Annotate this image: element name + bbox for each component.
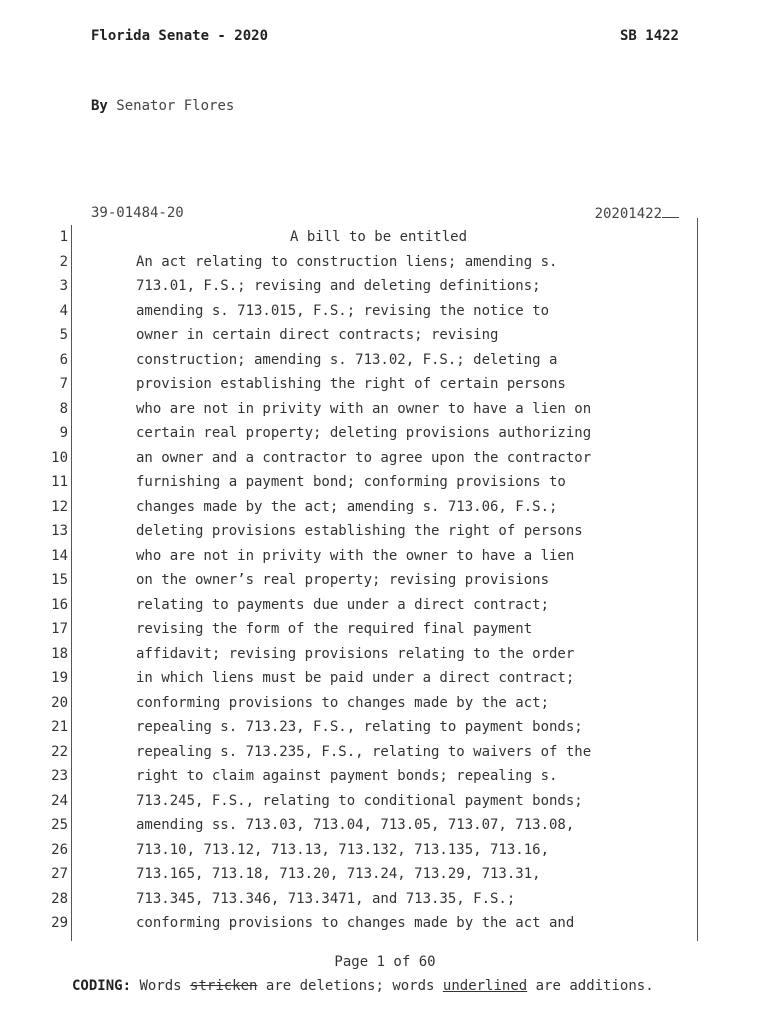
line-text: repealing s. 713.235, F.S., relating to waivers of the — [136, 743, 592, 760]
line-number: 8 — [59, 400, 68, 417]
line-text: repealing s. 713.23, F.S., relating to payment bonds; — [136, 719, 583, 735]
line-text: 713.165, 713.18, 713.20, 713.24, 713.29, 713.31, — [136, 866, 541, 882]
coding-words: Words — [131, 978, 191, 994]
bill-line — [0, 595, 770, 620]
line-text: revising the form of the required final payment — [136, 621, 533, 637]
bill-line — [0, 423, 770, 448]
line-number: 18 — [51, 645, 68, 662]
bill-code-text: 20201422 — [594, 206, 662, 222]
line-number: 24 — [51, 792, 68, 809]
line-text: 713.245, F.S., relating to conditional payment bonds; — [136, 792, 583, 809]
line-text: changes made by the act; amending s. 713.06, F.S.; — [136, 498, 558, 515]
coding-stricken: stricken — [190, 978, 258, 994]
line-number: 16 — [51, 596, 68, 613]
bill-text-lines — [0, 227, 770, 938]
line-number: 21 — [51, 719, 68, 735]
bill-line — [0, 889, 770, 914]
header-bill-number: SB 1422 — [619, 28, 679, 44]
line-number: 9 — [59, 425, 68, 441]
line-number: 27 — [51, 866, 68, 882]
line-text: owner in certain direct contracts; revising — [136, 327, 499, 343]
line-number: 4 — [59, 302, 68, 319]
bill-line — [0, 619, 770, 644]
bill-title: A bill to be entitled — [290, 229, 468, 245]
line-number: 6 — [59, 351, 68, 368]
coding-mid: are deletions; words — [257, 978, 443, 994]
drafting-code: 39-01484-20 — [91, 205, 184, 221]
coding-legend — [72, 978, 654, 994]
line-number: 17 — [51, 621, 68, 637]
line-text: in which liens must be paid under a direct contract; — [136, 670, 575, 686]
line-number: 2 — [59, 253, 68, 270]
line-text: 713.345, 713.346, 713.3471, and 713.35, F.S.; — [136, 890, 516, 907]
sponsor-line — [91, 98, 234, 114]
line-text: amending s. 713.015, F.S.; revising the notice to — [136, 302, 550, 319]
line-text: amending ss. 713.03, 713.04, 713.05, 713.07, 713.08, — [136, 817, 575, 833]
line-number: 19 — [51, 670, 68, 686]
line-number: 7 — [59, 376, 68, 392]
line-number: 1 — [59, 229, 68, 245]
line-text: relating to payments due under a direct contract; — [136, 596, 550, 613]
line-text: furnishing a payment bond; conforming provisions to — [136, 474, 566, 490]
line-text: provision establishing the right of certain persons — [136, 376, 566, 392]
line-text: an owner and a contractor to agree upon the contractor — [136, 449, 592, 466]
line-number: 11 — [51, 474, 68, 490]
bill-line — [0, 497, 770, 522]
bill-line — [0, 399, 770, 424]
bill-line — [0, 693, 770, 718]
bill-line — [0, 791, 770, 816]
line-number: 3 — [59, 278, 68, 294]
line-number: 13 — [51, 523, 68, 539]
sponsor-name: Senator Flores — [116, 98, 235, 114]
line-number: 23 — [51, 768, 68, 784]
bill-line — [0, 546, 770, 571]
bill-line — [0, 252, 770, 277]
line-number: 25 — [51, 817, 68, 833]
page-number: Page 1 of 60 — [334, 954, 436, 970]
coding-underlined: underlined — [442, 978, 528, 994]
bill-line — [0, 644, 770, 669]
line-number: 14 — [51, 547, 68, 564]
bill-line — [0, 448, 770, 473]
bill-line — [0, 325, 770, 350]
bill-line — [0, 227, 770, 252]
bill-line — [0, 374, 770, 399]
line-text: who are not in privity with an owner to have a lien on — [136, 400, 592, 417]
bill-line — [0, 301, 770, 326]
bill-code — [595, 205, 679, 222]
line-number: 26 — [51, 841, 68, 858]
coding-label: CODING: — [72, 978, 132, 994]
bill-line — [0, 766, 770, 791]
line-text: on the owner’s real property; revising provisions — [136, 572, 550, 588]
line-text: right to claim against payment bonds; repealing s. — [136, 768, 558, 784]
bill-line — [0, 350, 770, 375]
line-text: conforming provisions to changes made by the act; — [136, 694, 550, 711]
bill-line — [0, 742, 770, 767]
line-text: deleting provisions establishing the right of persons — [136, 523, 583, 539]
line-text: construction; amending s. 713.02, F.S.; deleting a — [136, 351, 558, 368]
line-number: 12 — [51, 498, 68, 515]
line-number: 10 — [51, 449, 68, 466]
line-number: 20 — [51, 694, 68, 711]
bill-line — [0, 472, 770, 497]
bill-line — [0, 717, 770, 742]
bill-code-blank — [662, 205, 679, 218]
line-number: 29 — [51, 915, 68, 931]
bill-line — [0, 521, 770, 546]
line-number: 28 — [51, 890, 68, 907]
line-number: 22 — [51, 743, 68, 760]
line-text: certain real property; deleting provisions authorizing — [136, 425, 592, 441]
line-text: An act relating to construction liens; amending s. — [136, 253, 558, 270]
sponsor-label: By — [91, 98, 108, 114]
line-number: 5 — [59, 327, 68, 343]
line-text: affidavit; revising provisions relating to the order — [136, 645, 575, 662]
bill-line — [0, 668, 770, 693]
line-text: 713.01, F.S.; revising and deleting definitions; — [136, 278, 541, 294]
line-text: conforming provisions to changes made by the act and — [136, 915, 575, 931]
bill-line — [0, 570, 770, 595]
bill-line — [0, 276, 770, 301]
bill-line — [0, 815, 770, 840]
header-chamber-year: Florida Senate - 2020 — [91, 28, 269, 44]
bill-line — [0, 913, 770, 938]
bill-line — [0, 840, 770, 865]
bill-line — [0, 864, 770, 889]
line-text: who are not in privity with the owner to have a lien — [136, 547, 575, 564]
line-text: 713.10, 713.12, 713.13, 713.132, 713.135, 713.16, — [136, 841, 550, 858]
coding-end: are additions. — [527, 978, 654, 994]
line-number: 15 — [51, 572, 68, 588]
